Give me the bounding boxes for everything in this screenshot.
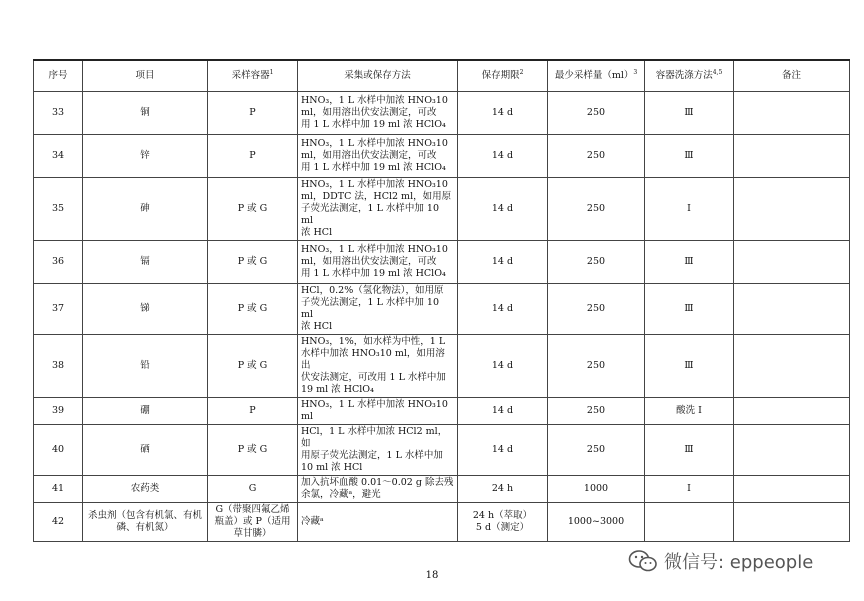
header-cell — [548, 60, 645, 92]
table-row — [34, 425, 850, 476]
cell-item: 铅 — [83, 335, 208, 398]
table-row — [34, 241, 850, 284]
method-line: 子荧光法测定，1 L 水样中加 10 ml — [301, 203, 440, 226]
cell-no: 33 — [34, 92, 83, 135]
method-line: 子荧光法测定，1 L 水样中加 10 ml — [301, 297, 440, 320]
header-cell — [34, 60, 83, 92]
cell-period: 24 h（萃取） 5 d（测定） — [458, 503, 548, 542]
cell-period: 14 d — [458, 178, 548, 241]
header-label: 采样容器 — [231, 70, 270, 81]
cell-item: 铜 — [83, 92, 208, 135]
method-line: HCl，0.2%（氢化物法），如用原 — [301, 285, 444, 296]
cell-note — [734, 425, 850, 476]
wechat-icon — [628, 549, 658, 573]
cell-period: 24 h — [458, 476, 548, 503]
cell-volume: 250 — [548, 92, 645, 135]
header-label: 项目 — [135, 70, 155, 81]
cell-no: 40 — [34, 425, 83, 476]
table-row — [34, 398, 850, 425]
cell-wash: Ⅲ — [645, 284, 734, 335]
cell-volume: 250 — [548, 241, 645, 284]
cell-item: 砷 — [83, 178, 208, 241]
cell-volume: 250 — [548, 335, 645, 398]
method-line: 余氯，冷藏ᵃ，避光 — [301, 489, 381, 500]
table-body — [34, 92, 850, 542]
cell-method — [298, 92, 458, 135]
method-line: ml，如用溶出伏安法测定，可改 — [301, 256, 437, 267]
cell-period: 14 d — [458, 135, 548, 178]
table-row — [34, 503, 850, 542]
table-row — [34, 92, 850, 135]
header-cell — [458, 60, 548, 92]
cell-method — [298, 135, 458, 178]
cell-item: 农药类 — [83, 476, 208, 503]
cell-item: 锑 — [83, 284, 208, 335]
page-number: 18 — [425, 570, 439, 581]
cell-volume: 250 — [548, 178, 645, 241]
cell-note — [734, 284, 850, 335]
method-line: ml，如用溶出伏安法测定，可改 — [301, 107, 437, 118]
method-line: 浓 HCl — [301, 321, 333, 332]
cell-wash: Ⅲ — [645, 135, 734, 178]
method-line: 用 1 L 水样中加 19 ml 浓 HClO₄ — [301, 119, 446, 130]
method-line: HNO₃，1 L 水样中加浓 HNO₃10 — [301, 244, 448, 255]
cell-container: P — [208, 398, 298, 425]
table-row — [34, 135, 850, 178]
method-line: 浓 HCl — [301, 227, 333, 238]
header-cell — [298, 60, 458, 92]
cell-item: 镉 — [83, 241, 208, 284]
cell-no: 41 — [34, 476, 83, 503]
cell-volume: 250 — [548, 284, 645, 335]
cell-note — [734, 503, 850, 542]
method-line: ml，如用溶出伏安法测定，可改 — [301, 150, 437, 161]
method-line: 加入抗坏血酸 0.01～0.02 g 除去残 — [301, 477, 454, 488]
cell-container: P 或 G — [208, 335, 298, 398]
watermark — [628, 548, 813, 574]
header-cell — [734, 60, 850, 92]
cell-note — [734, 178, 850, 241]
cell-period: 14 d — [458, 284, 548, 335]
cell-note — [734, 135, 850, 178]
cell-method — [298, 503, 458, 542]
header-label: 容器洗涤方法 — [655, 70, 713, 81]
cell-no: 34 — [34, 135, 83, 178]
cell-wash: 酸洗 Ⅰ — [645, 398, 734, 425]
table-row — [34, 284, 850, 335]
table-header-row — [34, 60, 850, 92]
cell-period: 14 d — [458, 398, 548, 425]
method-line: HNO₃，1 L 水样中加浓 HNO₃10 ml — [301, 399, 448, 422]
method-line: 19 ml 浓 HClO₄ — [301, 384, 374, 395]
header-label: 采集或保存方法 — [344, 70, 411, 81]
cell-container: P — [208, 92, 298, 135]
method-line: 水样中加浓 HNO₃10 ml，如用溶出 — [301, 348, 445, 371]
cell-no: 37 — [34, 284, 83, 335]
header-label: 最少采样量（ml） — [554, 70, 634, 81]
cell-period: 14 d — [458, 335, 548, 398]
header-label: 备注 — [781, 70, 801, 81]
cell-no: 39 — [34, 398, 83, 425]
cell-item: 锌 — [83, 135, 208, 178]
cell-note — [734, 476, 850, 503]
header-cell — [645, 60, 734, 92]
cell-container: G — [208, 476, 298, 503]
header-footnote: 4,5 — [712, 68, 723, 76]
cell-container: P 或 G — [208, 178, 298, 241]
cell-wash: Ⅰ — [645, 476, 734, 503]
cell-container: P 或 G — [208, 284, 298, 335]
method-line: HNO₃，1 L 水样中加浓 HNO₃10 — [301, 179, 448, 190]
cell-note — [734, 398, 850, 425]
cell-note — [734, 335, 850, 398]
method-line: 伏安法测定，可改用 1 L 水样中加 — [301, 372, 446, 383]
cell-method — [298, 335, 458, 398]
method-line: ml，DDTC 法，HCl2 ml，如用原 — [301, 191, 452, 202]
cell-method — [298, 178, 458, 241]
header-label: 保存期限 — [481, 70, 520, 81]
method-line: 用 1 L 水样中加 19 ml 浓 HClO₄ — [301, 162, 446, 173]
cell-item: 硒 — [83, 425, 208, 476]
cell-wash: Ⅲ — [645, 241, 734, 284]
cell-method — [298, 284, 458, 335]
cell-volume: 1000 — [548, 476, 645, 503]
method-line: HCl，1 L 水样中加浓 HCl2 ml，如 — [301, 426, 448, 449]
method-line: 冷藏ᵃ — [301, 516, 324, 527]
table-row — [34, 335, 850, 398]
cell-no: 36 — [34, 241, 83, 284]
table-row — [34, 178, 850, 241]
cell-no: 42 — [34, 503, 83, 542]
cell-volume: 250 — [548, 425, 645, 476]
cell-container: G（带聚四氟乙烯瓶盖）或 P（适用草甘膦） — [208, 503, 298, 542]
cell-period: 14 d — [458, 92, 548, 135]
cell-period: 14 d — [458, 425, 548, 476]
cell-no: 38 — [34, 335, 83, 398]
method-line: 10 ml 浓 HCl — [301, 462, 363, 473]
sampling-table — [33, 59, 850, 542]
header-cell — [208, 60, 298, 92]
cell-method — [298, 476, 458, 503]
table-row — [34, 476, 850, 503]
cell-method — [298, 398, 458, 425]
header-footnote: 1 — [269, 68, 274, 76]
method-line: 用 1 L 水样中加 19 ml 浓 HClO₄ — [301, 268, 446, 279]
cell-no: 35 — [34, 178, 83, 241]
cell-note — [734, 241, 850, 284]
cell-container: P 或 G — [208, 425, 298, 476]
cell-method — [298, 425, 458, 476]
header-cell — [83, 60, 208, 92]
cell-volume: 250 — [548, 135, 645, 178]
header-footnote: 2 — [519, 68, 524, 76]
cell-wash: Ⅲ — [645, 425, 734, 476]
header-footnote: 3 — [633, 68, 638, 76]
method-line: HNO₃，1%，如水样为中性，1 L — [301, 336, 446, 347]
cell-wash: Ⅰ — [645, 178, 734, 241]
cell-method — [298, 241, 458, 284]
cell-wash: Ⅲ — [645, 335, 734, 398]
cell-volume: 250 — [548, 398, 645, 425]
method-line: HNO₃，1 L 水样中加浓 HNO₃10 — [301, 138, 448, 149]
header-label: 序号 — [48, 70, 68, 81]
cell-item: 硼 — [83, 398, 208, 425]
cell-container: P — [208, 135, 298, 178]
watermark-text: 微信号: eppeople — [664, 552, 814, 573]
cell-wash — [645, 503, 734, 542]
method-line: 用原子荧光法测定，1 L 水样中加 — [301, 450, 443, 461]
cell-container: P 或 G — [208, 241, 298, 284]
cell-wash: Ⅲ — [645, 92, 734, 135]
cell-volume: 1000~3000 — [548, 503, 645, 542]
cell-period: 14 d — [458, 241, 548, 284]
cell-note — [734, 92, 850, 135]
cell-item: 杀虫剂（包含有机氯、有机磷、有机氮） — [83, 503, 208, 542]
method-line: HNO₃，1 L 水样中加浓 HNO₃10 — [301, 95, 448, 106]
